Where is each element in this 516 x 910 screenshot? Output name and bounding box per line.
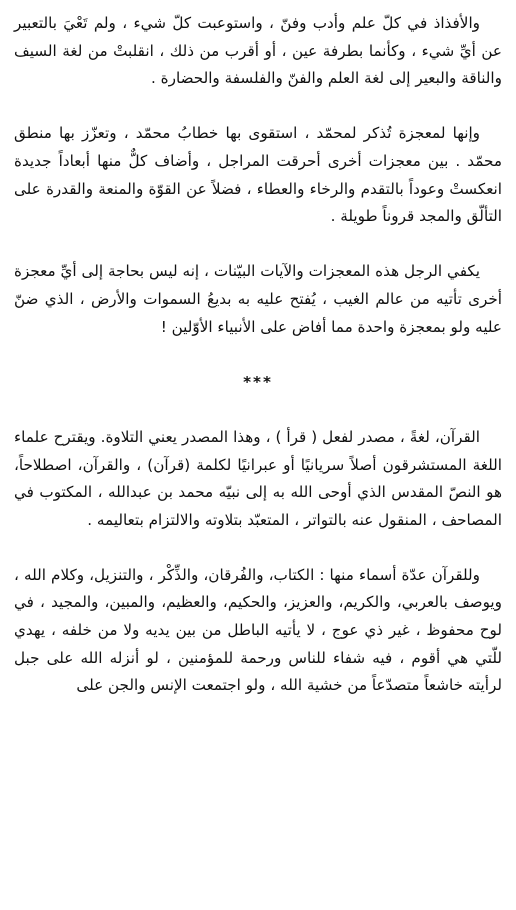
paragraph-language-transformation: والأفذاذ في كلّ علم وأدب وفنّ ، واستوعبت كلّ شيء ، ولم تَعْيَ بالتعبير عن أيِّ شيء ، وكأنما بطرفة عين ، أو أقرب من ذلك ، انقلبتْ من لغة السيف والناقة والبعير إلى لغة العلم والفنّ والفلسفة والحضارة . — [14, 14, 502, 88]
section-separator: *** — [243, 372, 273, 391]
paragraph-sufficient-miracles: يكفي الرجل هذه المعجزات والآيات البيّنات ، إنه ليس بحاجة إلى أيِّ معجزة أخرى تأتيه من عالم الغيب ، يُفتح عليه به بديعُ السموات والأرض ، الذي ضنّ عليه ولو بمعجزة واحدة مما أفاض على الأنبياء الأوّلين ! — [14, 262, 502, 336]
paragraph-miracle-of-muhammad: وإنها لمعجزة تُذكر لمحمّد ، استقوى بها خطابُ محمّد ، وتعزّز بها منطق محمّد . بين معجزات أخرى أحرقت المراجل ، وأضاف كلٌّ منها أبعاداً جديدة انعكستْ وعوداً بالتقدم والرخاء والعطاء ، فضلاً عن القوّة والمنعة والقدرة على التألّق والمجد قروناً طويلة . — [14, 124, 502, 226]
paragraph-quran-names: وللقرآن عدّة أسماء منها : الكتاب، والفُرقان، والذِّكْر ، والتنزيل، وكلام الله ، ويوصف بالعربي، والكريم، والعزيز، والحكيم، والعظيم، والمبين، والمجيد ، في لوح محفوظ ، غير ذي عوج ، لا يأتيه الباطل من بين يديه ولا من خلفه ، يهدي للّتي هي أقوم ، فيه شفاء للناس ورحمة للمؤمنين ، لو أنزله الله على جبل لرأيته خاشعاً متصدّعاً من خشية الله ، ولو اجتمعت الإنس والجن على — [14, 565, 502, 695]
paragraph-quran-definition: القرآن، لغةً ، مصدر لفعل ( قرأ ) ، وهذا المصدر يعني التلاوة. ويقترح علماء اللغة المستشرقون أصلاً سريانيًا أو عبرانيًا لكلمة (قرآن) ، والقرآن، اصطلاحاً، هو النصّ المقدس الذي أوحى الله به إلى نبيّه محمد بن عبدالله ، المكتوب في المصاحف ، المنقول عنه بالتواتر ، المتعبّد بتلاوته والالتزام بتعاليمه . — [14, 427, 502, 529]
